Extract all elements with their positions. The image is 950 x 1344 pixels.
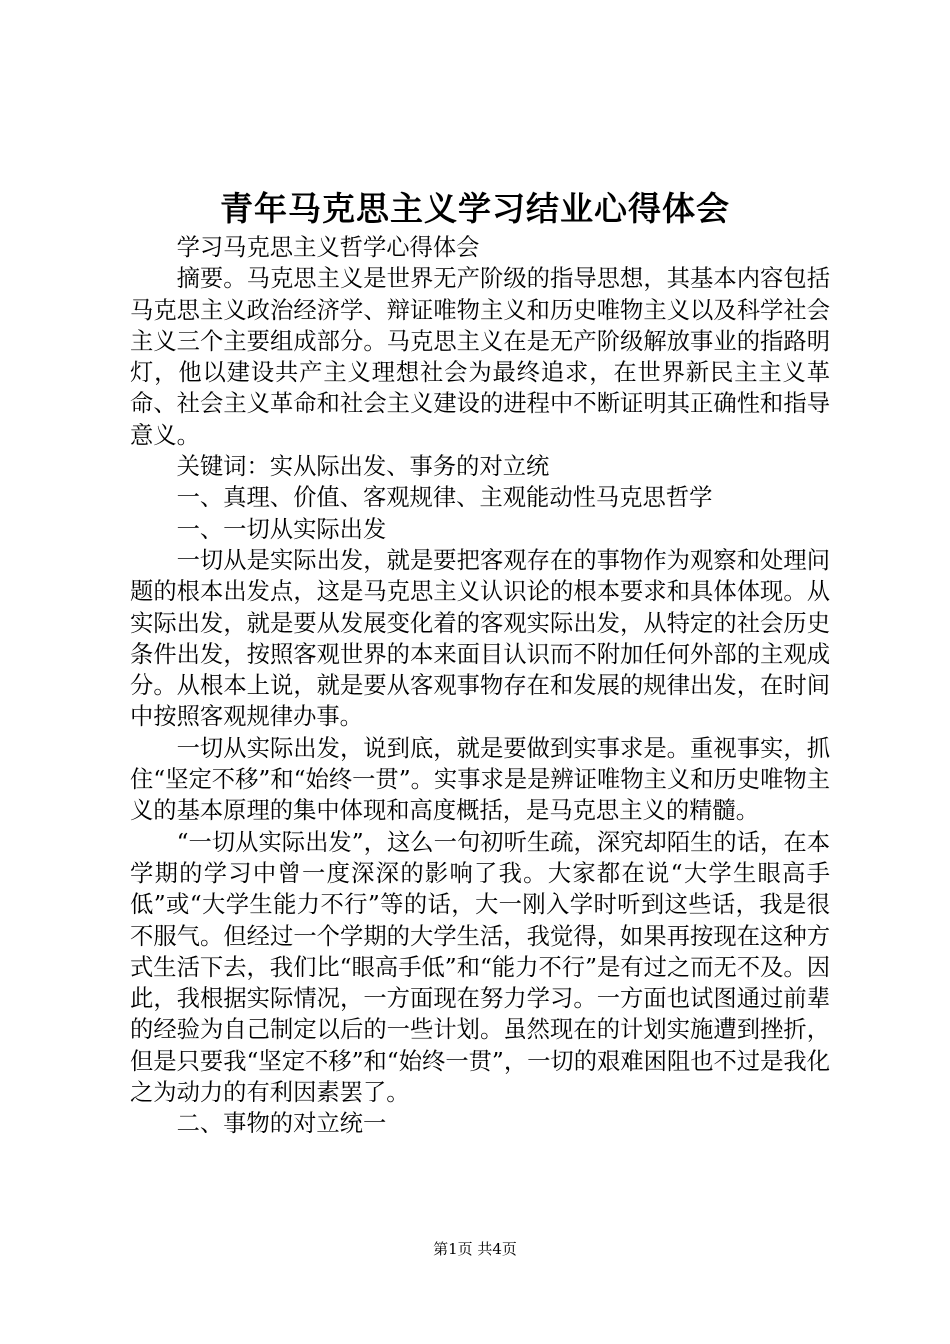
abstract-paragraph: 摘要。马克思主义是世界无产阶级的指导思想，其基本内容包括马克思主义政治经济学、辩证唯物主义和历史唯物主义以及科学社会主义三个主要组成部分。马克思主义在是无产阶级解放事业的指路明灯，他以建设共产主义理想社会为最终追求，在世界新民主主义革命、社会主义革命和社会主义建设的进程中不断证明其正确性和指导意义。	[130, 265, 830, 449]
subtitle-paragraph: 学习马克思主义哲学心得体会	[176, 234, 480, 261]
document-title: 青年马克思主义学习结业心得体会	[220, 189, 730, 228]
section-heading: 一、真理、价值、客观规律、主观能动性马克思哲学	[176, 484, 713, 512]
keywords-paragraph: 关键词：实从际出发、事务的对立统	[176, 453, 550, 481]
section-heading: 二、事物的对立统一	[176, 1110, 387, 1138]
page-number-footer: 第1页 共4页	[433, 1240, 517, 1258]
body-paragraph: “一切从实际出发”，这么一句初听生疏，深究却陌生的话，在本学期的学习中曾一度深深的影响了我。大家都在说“大学生眼高手低”或“大学生能力不行”等的话，大一刚入学时听到这些话，我是很不服气。但经过一个学期的大学生活，我觉得，如果再按现在这种方式生活下去，我们比“眼高手低”和“能力不行”是有过之而无不及。因此，我根据实际情况，一方面现在努力学习。一方面也试图通过前辈的经验为自己制定以后的一些计划。虽然现在的计划实施遭到挫折，但是只要我“坚定不移”和“始终一贯”，一切的艰难困阻也不过是我化之为动力的有利因素罢了。	[130, 828, 830, 1107]
body-paragraph: 一切从是实际出发，就是要把客观存在的事物作为观察和处理问题的根本出发点，这是马克思主义认识论的根本要求和具体体现。从实际出发，就是要从发展变化着的客观实际出发，从特定的社会历史条件出发，按照客观世界的本来面目认识而不附加任何外部的主观成分。从根本上说，就是要从客观事物存在和发展的规律出发，在时间中按照客观规律办事。	[130, 546, 830, 731]
section-heading: 一、一切从实际出发	[176, 515, 387, 543]
document-body	[130, 232, 830, 1140]
body-paragraph: 一切从实际出发，说到底，就是要做到实事求是。重视事实，抓住“坚定不移”和“始终一贯”。实事求是是辨证唯物主义和历史唯物主义的基本原理的集中体现和高度概括，是马克思主义的精髓。	[130, 734, 830, 825]
